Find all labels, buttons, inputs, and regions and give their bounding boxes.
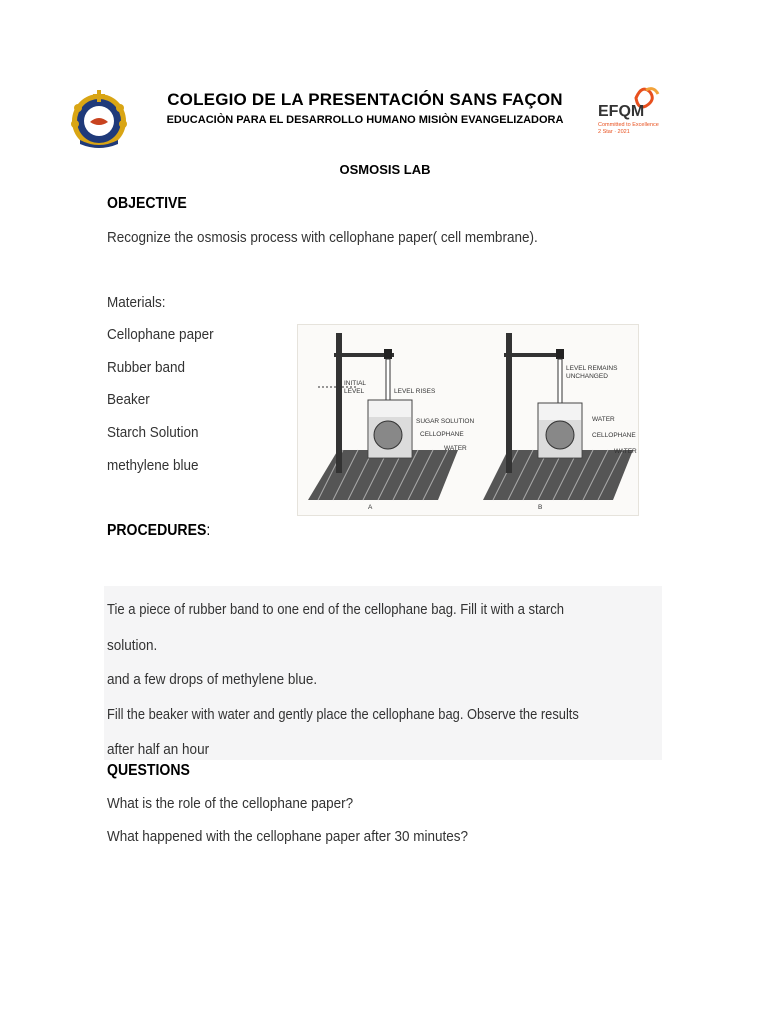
question-item: What is the role of the cellophane paper? — [107, 795, 354, 812]
label-a: SUGAR SOLUTION — [416, 418, 475, 425]
school-subtitle: EDUCACIÒN PARA EL DESARROLLO HUMANO MISIÒN EVANGELIZADORA — [166, 114, 564, 126]
osmosis-apparatus-figure — [297, 324, 639, 516]
questions-heading: QUESTIONS — [107, 762, 190, 779]
material-item: Cellophane paper — [107, 326, 214, 343]
objective-text: Recognize the osmosis process with cellophane paper( cell membrane). — [107, 229, 538, 246]
figure-panel-a — [308, 333, 474, 511]
label-a: LEVEL RISES — [394, 388, 436, 395]
procedure-line: and a few drops of methylene blue. — [107, 671, 318, 688]
material-item: Beaker — [107, 391, 150, 408]
material-item: methylene blue — [107, 457, 199, 474]
label-a: CELLOPHANE — [420, 431, 464, 438]
material-item: Starch Solution — [107, 424, 199, 441]
caption-a: A — [368, 504, 373, 511]
efqm-brand-text: EFQM — [598, 103, 645, 120]
procedure-line: Tie a piece of rubber band to one end of the cellophane bag. Fill it with a starch — [107, 601, 565, 618]
school-crest-logo — [68, 88, 130, 150]
materials-heading: Materials: — [107, 294, 166, 311]
caption-b: B — [538, 504, 543, 511]
label-a: WATER — [444, 445, 467, 452]
lab-title: OSMOSIS LAB — [339, 162, 431, 177]
label-b: WATER — [592, 416, 615, 423]
label-b: LEVEL REMAINS — [566, 365, 618, 372]
procedure-line: solution. — [107, 637, 158, 654]
label-b: UNCHANGED — [566, 373, 608, 380]
efqm-logo — [596, 84, 666, 140]
figure-panel-b — [483, 333, 637, 511]
label-a: LEVEL — [344, 388, 365, 395]
school-name: COLEGIO DE LA PRESENTACIÓN SANS FAÇON — [167, 90, 563, 109]
material-item: Rubber band — [107, 359, 186, 376]
label-b: WATER — [614, 448, 637, 455]
label-b: CELLOPHANE — [592, 432, 636, 439]
procedure-line: after half an hour — [107, 741, 210, 758]
procedures-heading: PROCEDURES: — [107, 522, 211, 539]
efqm-tagline-2: 2 Star · 2021 — [598, 129, 630, 135]
label-a: INITIAL — [344, 380, 367, 387]
question-item: What happened with the cellophane paper after 30 minutes? — [107, 828, 468, 845]
objective-heading: OBJECTIVE — [107, 195, 187, 212]
procedure-line: Fill the beaker with water and gently place the cellophane bag. Observe the results — [107, 706, 579, 723]
efqm-tagline-1: Committed to Excellence — [598, 122, 659, 128]
